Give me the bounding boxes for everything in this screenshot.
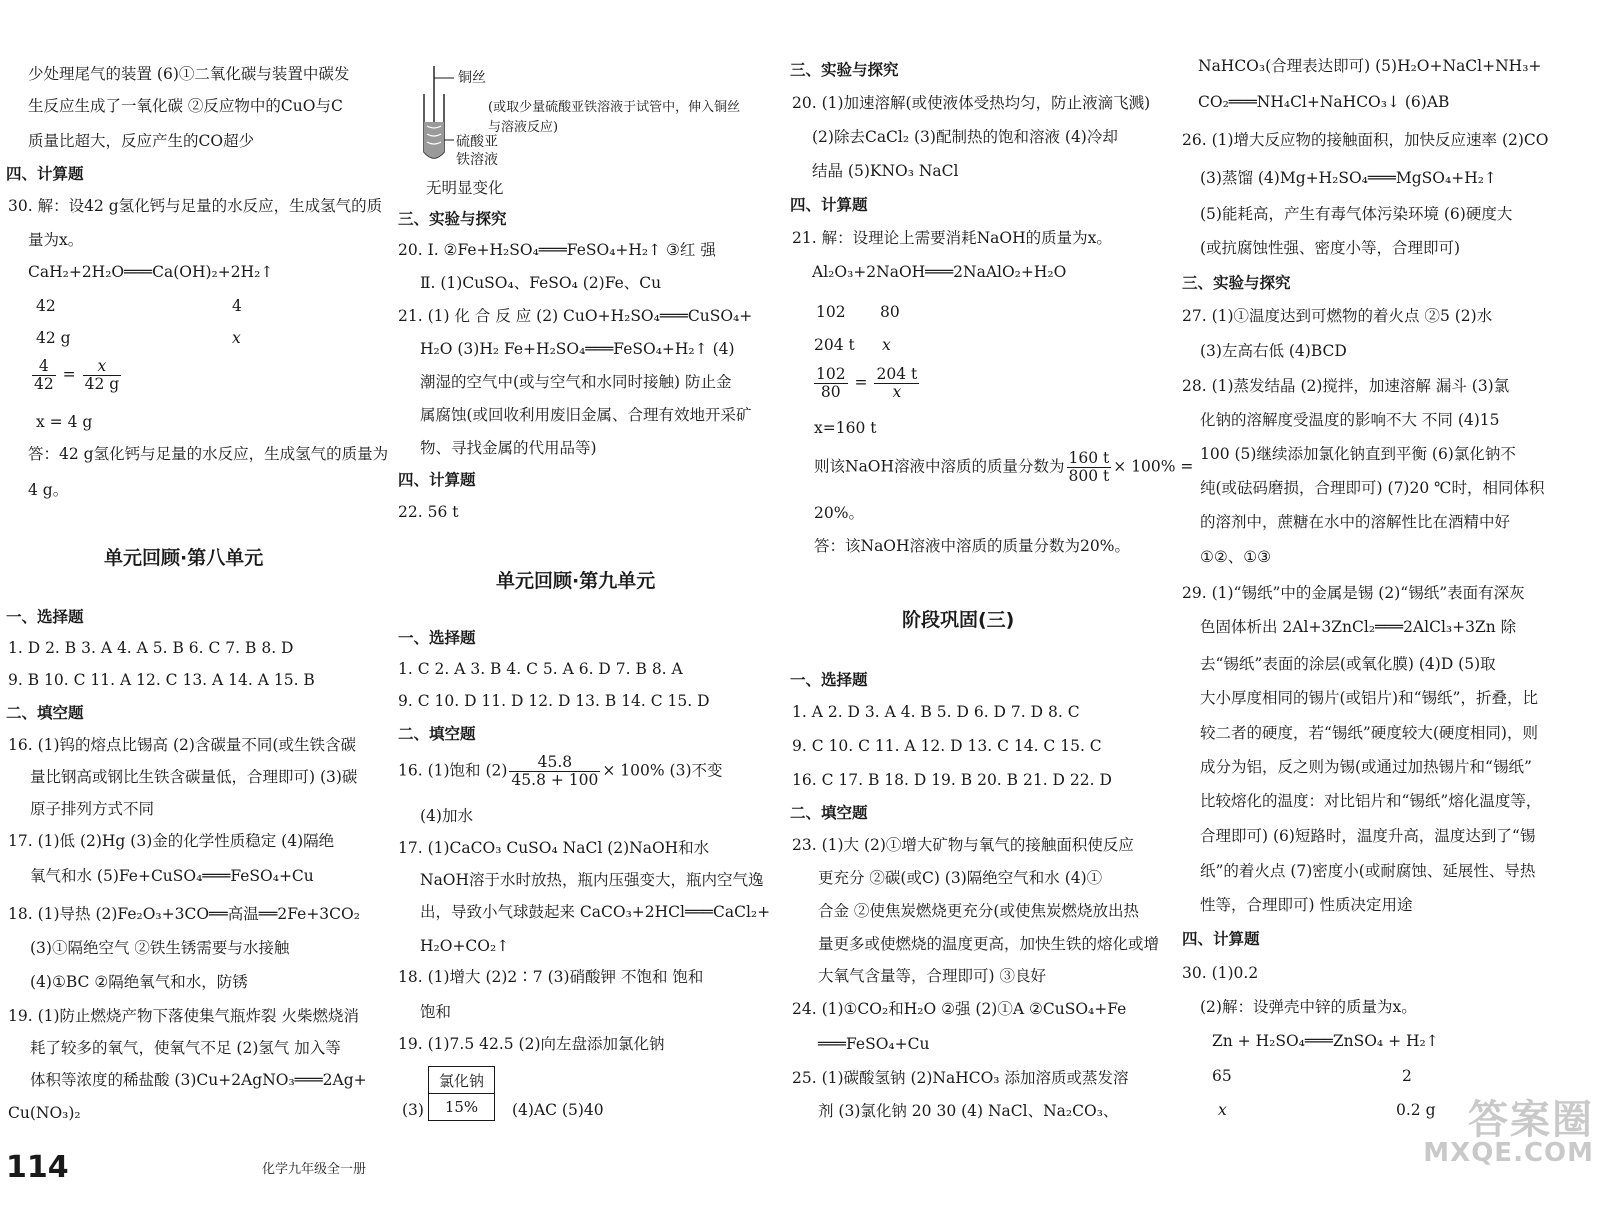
- text-line: 更充分 ②碳(或C) (3)隔绝空气和水 (4)①: [818, 869, 1103, 887]
- frac-num: 160 t: [1068, 449, 1110, 467]
- text-line: 19. (1)7.5 42.5 (2)向左盘添加氯化钠: [398, 1035, 665, 1053]
- table-value: 15%: [429, 1094, 495, 1121]
- text-line: (2)解：设弹壳中锌的质量为x。: [1200, 998, 1417, 1016]
- text-line: 纸”的着火点 (7)密度小(或耐腐蚀、延展性、导热: [1200, 862, 1536, 880]
- book-title: 化学九年级全一册: [262, 1162, 367, 1177]
- ratio-cell: 0.2 g: [1396, 1101, 1436, 1119]
- ratio-cell: x: [232, 329, 241, 347]
- tube-label: 硫酸亚: [456, 134, 498, 150]
- tube-label: 铜丝: [458, 70, 486, 86]
- equation: CaH₂+2H₂O═══Ca(OH)₂+2H₂↑: [28, 263, 274, 281]
- ratio-cell: 42 g: [36, 329, 71, 347]
- section-heading: 四、计算题: [398, 471, 476, 489]
- text-line: 25. (1)碳酸氢钠 (2)NaHCO₃ 添加溶质或蒸发溶: [792, 1069, 1129, 1087]
- mass-start: 则该NaOH溶液中溶质的质量分数为: [814, 457, 1065, 476]
- stage-title: 阶段巩固(三): [902, 609, 1015, 631]
- ratio-cell: x: [882, 336, 891, 354]
- text-line: 去“锡纸”表面的涂层(或氧化膜) (4)D (5)取: [1200, 655, 1496, 673]
- section-heading: 四、计算题: [1182, 930, 1260, 948]
- table-header: 氯化钠: [429, 1067, 495, 1094]
- text-line: (5)能耗高，产生有毒气体污染环境 (6)硬度大: [1200, 205, 1513, 223]
- text-line: 较二者的硬度，若“锡纸”硬度较大(硬度相同)，则: [1200, 724, 1538, 742]
- text-line: 出，导致小气球鼓起来 CaCO₃+2HCl═══CaCl₂+: [420, 903, 771, 921]
- text-line: [398, 754, 723, 789]
- frac-num: 102: [816, 365, 846, 383]
- text-line: 化钠的溶解度受温度的影响不大 不同 (4)15: [1200, 411, 1500, 429]
- text-line: 量更多或使燃烧的温度更高，加快生铁的熔化或增: [818, 935, 1160, 953]
- text-line: 合金 ②使焦炭燃烧更充分(或使焦炭燃烧放出热: [818, 902, 1139, 920]
- text-line: ①②、①③: [1200, 548, 1272, 566]
- text-line: 色固体析出 2Al+3ZnCl₂═══2AlCl₃+3Zn 除: [1200, 618, 1517, 636]
- equation: Al₂O₃+2NaOH═══2NaAlO₂+H₂O: [812, 263, 1067, 281]
- ratio-cell: 2: [1402, 1067, 1412, 1085]
- text-line: [814, 450, 1193, 485]
- section-heading: 一、选择题: [790, 671, 868, 689]
- ratio-cell: 204 t: [814, 336, 855, 354]
- text-line: (4)①BC ②隔绝氧气和水，防锈: [30, 973, 248, 991]
- frac-num: x: [83, 358, 122, 376]
- answer-row: 1. D 2. B 3. A 4. A 5. B 6. C 7. B 8. D: [8, 639, 294, 657]
- frac-num: 4: [32, 358, 56, 376]
- ratio-cell: x: [1218, 1101, 1227, 1119]
- answer-row: 9. B 10. C 11. A 12. C 13. A 14. A 15. B: [8, 671, 315, 689]
- ratio-cell: 102: [816, 303, 846, 321]
- unit8-title: 单元回顾·第八单元: [104, 547, 264, 569]
- frac-num: 45.8: [509, 754, 600, 772]
- text-line: 量比钢高或钢比生铁含碳量低，合理即可) (3)碳: [30, 768, 358, 786]
- text-line: 20. Ⅰ. ②Fe+H₂SO₄═══FeSO₄+H₂↑ ③红 强: [398, 241, 716, 259]
- text-line: 30. (1)0.2: [1182, 964, 1259, 982]
- text-line: 氧气和水 (5)Fe+CuSO₄═══FeSO₄+Cu: [30, 867, 314, 885]
- text-line: 答：该NaOH溶液中溶质的质量分数为20%。: [814, 537, 1130, 555]
- result: x=160 t: [814, 419, 877, 437]
- text-line: 原子排列方式不同: [30, 800, 155, 818]
- proportion: $\frac{102}{80}$ = $\frac{204 t}{x}$: [816, 365, 918, 401]
- section-heading: 三、实验与探究: [398, 210, 507, 228]
- text-line: (4)加水: [420, 807, 473, 825]
- text-line: 结晶 (5)KNO₃ NaCl: [812, 162, 959, 180]
- proportion: $\frac{4}{42}$ = $\frac{x}{42 g}$: [34, 357, 120, 393]
- equation: Zn + H₂SO₄═══ZnSO₄ + H₂↑: [1212, 1032, 1439, 1050]
- text-line: 合理即可) (6)短路时，温度升高，温度达到了“锡: [1200, 827, 1536, 845]
- text-line: 21. (1) 化 合 反 应 (2) CuO+H₂SO₄═══CuSO₄+: [398, 307, 753, 325]
- ratio-cell: 4: [232, 297, 242, 315]
- section-heading: 一、选择题: [6, 608, 84, 626]
- text-line: H₂O (3)H₂ Fe+H₂SO₄═══FeSO₄+H₂↑ (4): [420, 340, 735, 358]
- text-line: NaOH溶于水时放热，瓶内压强变大，瓶内空气逸: [420, 871, 764, 889]
- answer-row: 9. C 10. D 11. D 12. D 13. B 14. C 15. D: [398, 692, 710, 710]
- frac-num: 204 t: [876, 365, 918, 383]
- text-line: NaHCO₃(合理表达即可) (5)H₂O+NaCl+NH₃+: [1198, 57, 1542, 75]
- answer-row: 16. C 17. B 18. D 19. B 20. B 21. D 22. D: [792, 771, 1112, 789]
- text-line: 物、寻找金属的代用品等): [420, 439, 597, 457]
- q16-start: 16. (1)饱和 (2): [398, 761, 508, 780]
- text-line: 27. (1)①温度达到可燃物的着火点 ②5 (2)水: [1182, 307, 1493, 325]
- text-line: (4)AC (5)40: [512, 1101, 604, 1119]
- text-line: 23. (1)大 (2)①增大矿物与氧气的接触面积使反应: [792, 836, 1134, 854]
- text-line: 4 g。: [28, 481, 69, 499]
- section-heading: 四、计算题: [6, 165, 84, 183]
- text-line: 17. (1)CaCO₃ CuSO₄ NaCl (2)NaOH和水: [398, 839, 710, 857]
- watermark-url: MXQE.COM: [1423, 1138, 1594, 1168]
- text-line: 24. (1)①CO₂和H₂O ②强 (2)①A ②CuSO₄+Fe: [792, 1000, 1127, 1018]
- ratio-cell: 80: [880, 303, 900, 321]
- tube-note: 与溶液反应): [488, 120, 559, 135]
- mass-end: × 100% =: [1113, 457, 1194, 476]
- text-line: 20. (1)加速溶解(或使液体受热均匀，防止液滴飞溅): [792, 94, 1151, 112]
- text-line: 29. (1)“锡纸”中的金属是锡 (2)“锡纸”表面有深灰: [1182, 584, 1525, 602]
- section-heading: 二、填空题: [6, 704, 84, 722]
- ratio-cell: 42: [36, 297, 56, 315]
- frac-den: 80: [820, 383, 841, 401]
- text-line: 饱和: [420, 1003, 452, 1021]
- text-line: 28. (1)蒸发结晶 (2)搅拌，加速溶解 漏斗 (3)氯: [1182, 377, 1510, 395]
- text-line: 量为x。: [28, 231, 84, 249]
- text-line: CO₂═══NH₄Cl+NaHCO₃↓ (6)AB: [1198, 93, 1450, 111]
- frac-den: 42 g: [84, 375, 120, 393]
- text-line: 剂 (3)氯化钠 20 30 (4) NaCl、Na₂CO₃、: [818, 1102, 1119, 1120]
- text-line: (3)蒸馏 (4)Mg+H₂SO₄═══MgSO₄+H₂↑: [1200, 169, 1497, 187]
- text-line: 比较熔化的温度：对比铝片和“锡纸”熔化温度等，: [1200, 792, 1542, 810]
- unit9-title: 单元回顾·第九单元: [496, 570, 656, 592]
- answer-row: 9. C 10. C 11. A 12. D 13. C 14. C 15. C: [792, 737, 1102, 755]
- salt-table: [428, 1066, 495, 1121]
- answer-row: 1. A 2. D 3. A 4. B 5. D 6. D 7. D 8. C: [792, 703, 1080, 721]
- q16-end: × 100% (3)不变: [602, 761, 723, 780]
- watermark: [1423, 1097, 1594, 1168]
- text-line: 17. (1)低 (2)Hg (3)金的化学性质稳定 (4)隔绝: [8, 832, 335, 850]
- section-heading: 二、填空题: [398, 725, 476, 743]
- text-line: 的溶剂中，蔗糖在水中的溶解性比在酒精中好: [1200, 513, 1511, 531]
- text-line: 答：42 g氢化钙与足量的水反应，生成氢气的质量为: [28, 445, 389, 463]
- text-line: 21. 解：设理论上需要消耗NaOH的质量为x。: [792, 229, 1112, 247]
- text-line: 成分为铝，反之则为锡(或通过加热锡片和“锡纸”: [1200, 758, 1532, 776]
- text-line: 30. 解：设42 g氢化钙与足量的水反应，生成氢气的质: [8, 197, 383, 215]
- page-number: 114: [6, 1150, 69, 1185]
- text-line: 16. (1)钨的熔点比锡高 (2)含碳量不同(或生铁含碳: [8, 736, 356, 754]
- text-line: 生反应生成了一氧化碳 ②反应物中的CuO与C: [28, 97, 343, 115]
- text-line: 属腐蚀(或回收利用废旧金属、合理有效地开采矿: [420, 406, 752, 424]
- section-heading: 三、实验与探究: [1182, 274, 1291, 292]
- text-line: 体积等浓度的稀盐酸 (3)Cu+2AgNO₃═══2Ag+: [30, 1071, 367, 1089]
- text-line: 大小厚度相同的锡片(或铝片)和“锡纸”，折叠，比: [1200, 689, 1538, 707]
- section-heading: 四、计算题: [790, 196, 868, 214]
- tube-note: (或取少量硫酸亚铁溶液于试管中，伸入铜丝: [488, 100, 741, 115]
- text-line: 无明显变化: [426, 179, 504, 197]
- result: x = 4 g: [36, 413, 93, 431]
- text-line: 100 (5)继续添加氯化钠直到平衡 (6)氯化钠不: [1200, 445, 1516, 463]
- text-line: 18. (1)增大 (2)2∶7 (3)硝酸钾 不饱和 饱和: [398, 968, 704, 986]
- text-line: (3)①隔绝空气 ②铁生锈需要与水接触: [30, 939, 290, 957]
- frac-den: 42: [34, 375, 54, 393]
- text-line: (或抗腐蚀性强、密度小等，合理即可): [1200, 239, 1461, 257]
- section-heading: 三、实验与探究: [790, 61, 899, 79]
- answer-row: 1. C 2. A 3. B 4. C 5. A 6. D 7. B 8. A: [398, 660, 683, 678]
- text-line: 少处理尾气的装置 (6)①二氧化碳与装置中碳发: [28, 65, 350, 83]
- text-line: 潮湿的空气中(或与空气和水同时接触) 防止金: [420, 373, 732, 391]
- frac-den: 800 t: [1068, 467, 1110, 485]
- text-line: (3)左高右低 (4)BCD: [1200, 342, 1347, 360]
- tube-label: 铁溶液: [456, 152, 498, 168]
- text-line: 18. (1)导热 (2)Fe₂O₃+3CO══高温══2Fe+3CO₂: [8, 905, 360, 923]
- text-line: ═══FeSO₄+Cu: [818, 1035, 930, 1053]
- text-line: Cu(NO₃)₂: [8, 1104, 81, 1122]
- watermark-text: 答案圈: [1468, 1097, 1594, 1143]
- ratio-cell: 65: [1212, 1067, 1232, 1085]
- text-line: 大氧气含量等，合理即可) ③良好: [818, 967, 1046, 985]
- text-line: 20%。: [814, 504, 864, 522]
- text-line: 性等，合理即可) 性质决定用途: [1200, 896, 1413, 914]
- text-line: 质量比超大，反应产生的CO超少: [28, 132, 255, 150]
- frac-den: 45.8 + 100: [511, 771, 599, 789]
- frac-den: x: [892, 383, 902, 401]
- section-heading: 一、选择题: [398, 629, 476, 647]
- text-line: Ⅱ. (1)CuSO₄、FeSO₄ (2)Fe、Cu: [420, 274, 662, 292]
- section-heading: 二、填空题: [790, 804, 868, 822]
- text-line: 纯(或砝码磨损，合理即可) (7)20 ℃时，相同体积: [1200, 479, 1545, 497]
- text-line: H₂O+CO₂↑: [420, 937, 510, 955]
- table-prefix: (3): [402, 1101, 424, 1119]
- text-line: 19. (1)防止燃烧产物下落使集气瓶炸裂 火柴燃烧消: [8, 1007, 359, 1025]
- text-line: 26. (1)增大反应物的接触面积，加快反应速率 (2)CO: [1182, 131, 1549, 149]
- text-line: 耗了较多的氧气，使氧气不足 (2)氢气 加入等: [30, 1039, 341, 1057]
- text-line: 22. 56 t: [398, 503, 459, 521]
- text-line: (2)除去CaCl₂ (3)配制热的饱和溶液 (4)冷却: [812, 128, 1118, 146]
